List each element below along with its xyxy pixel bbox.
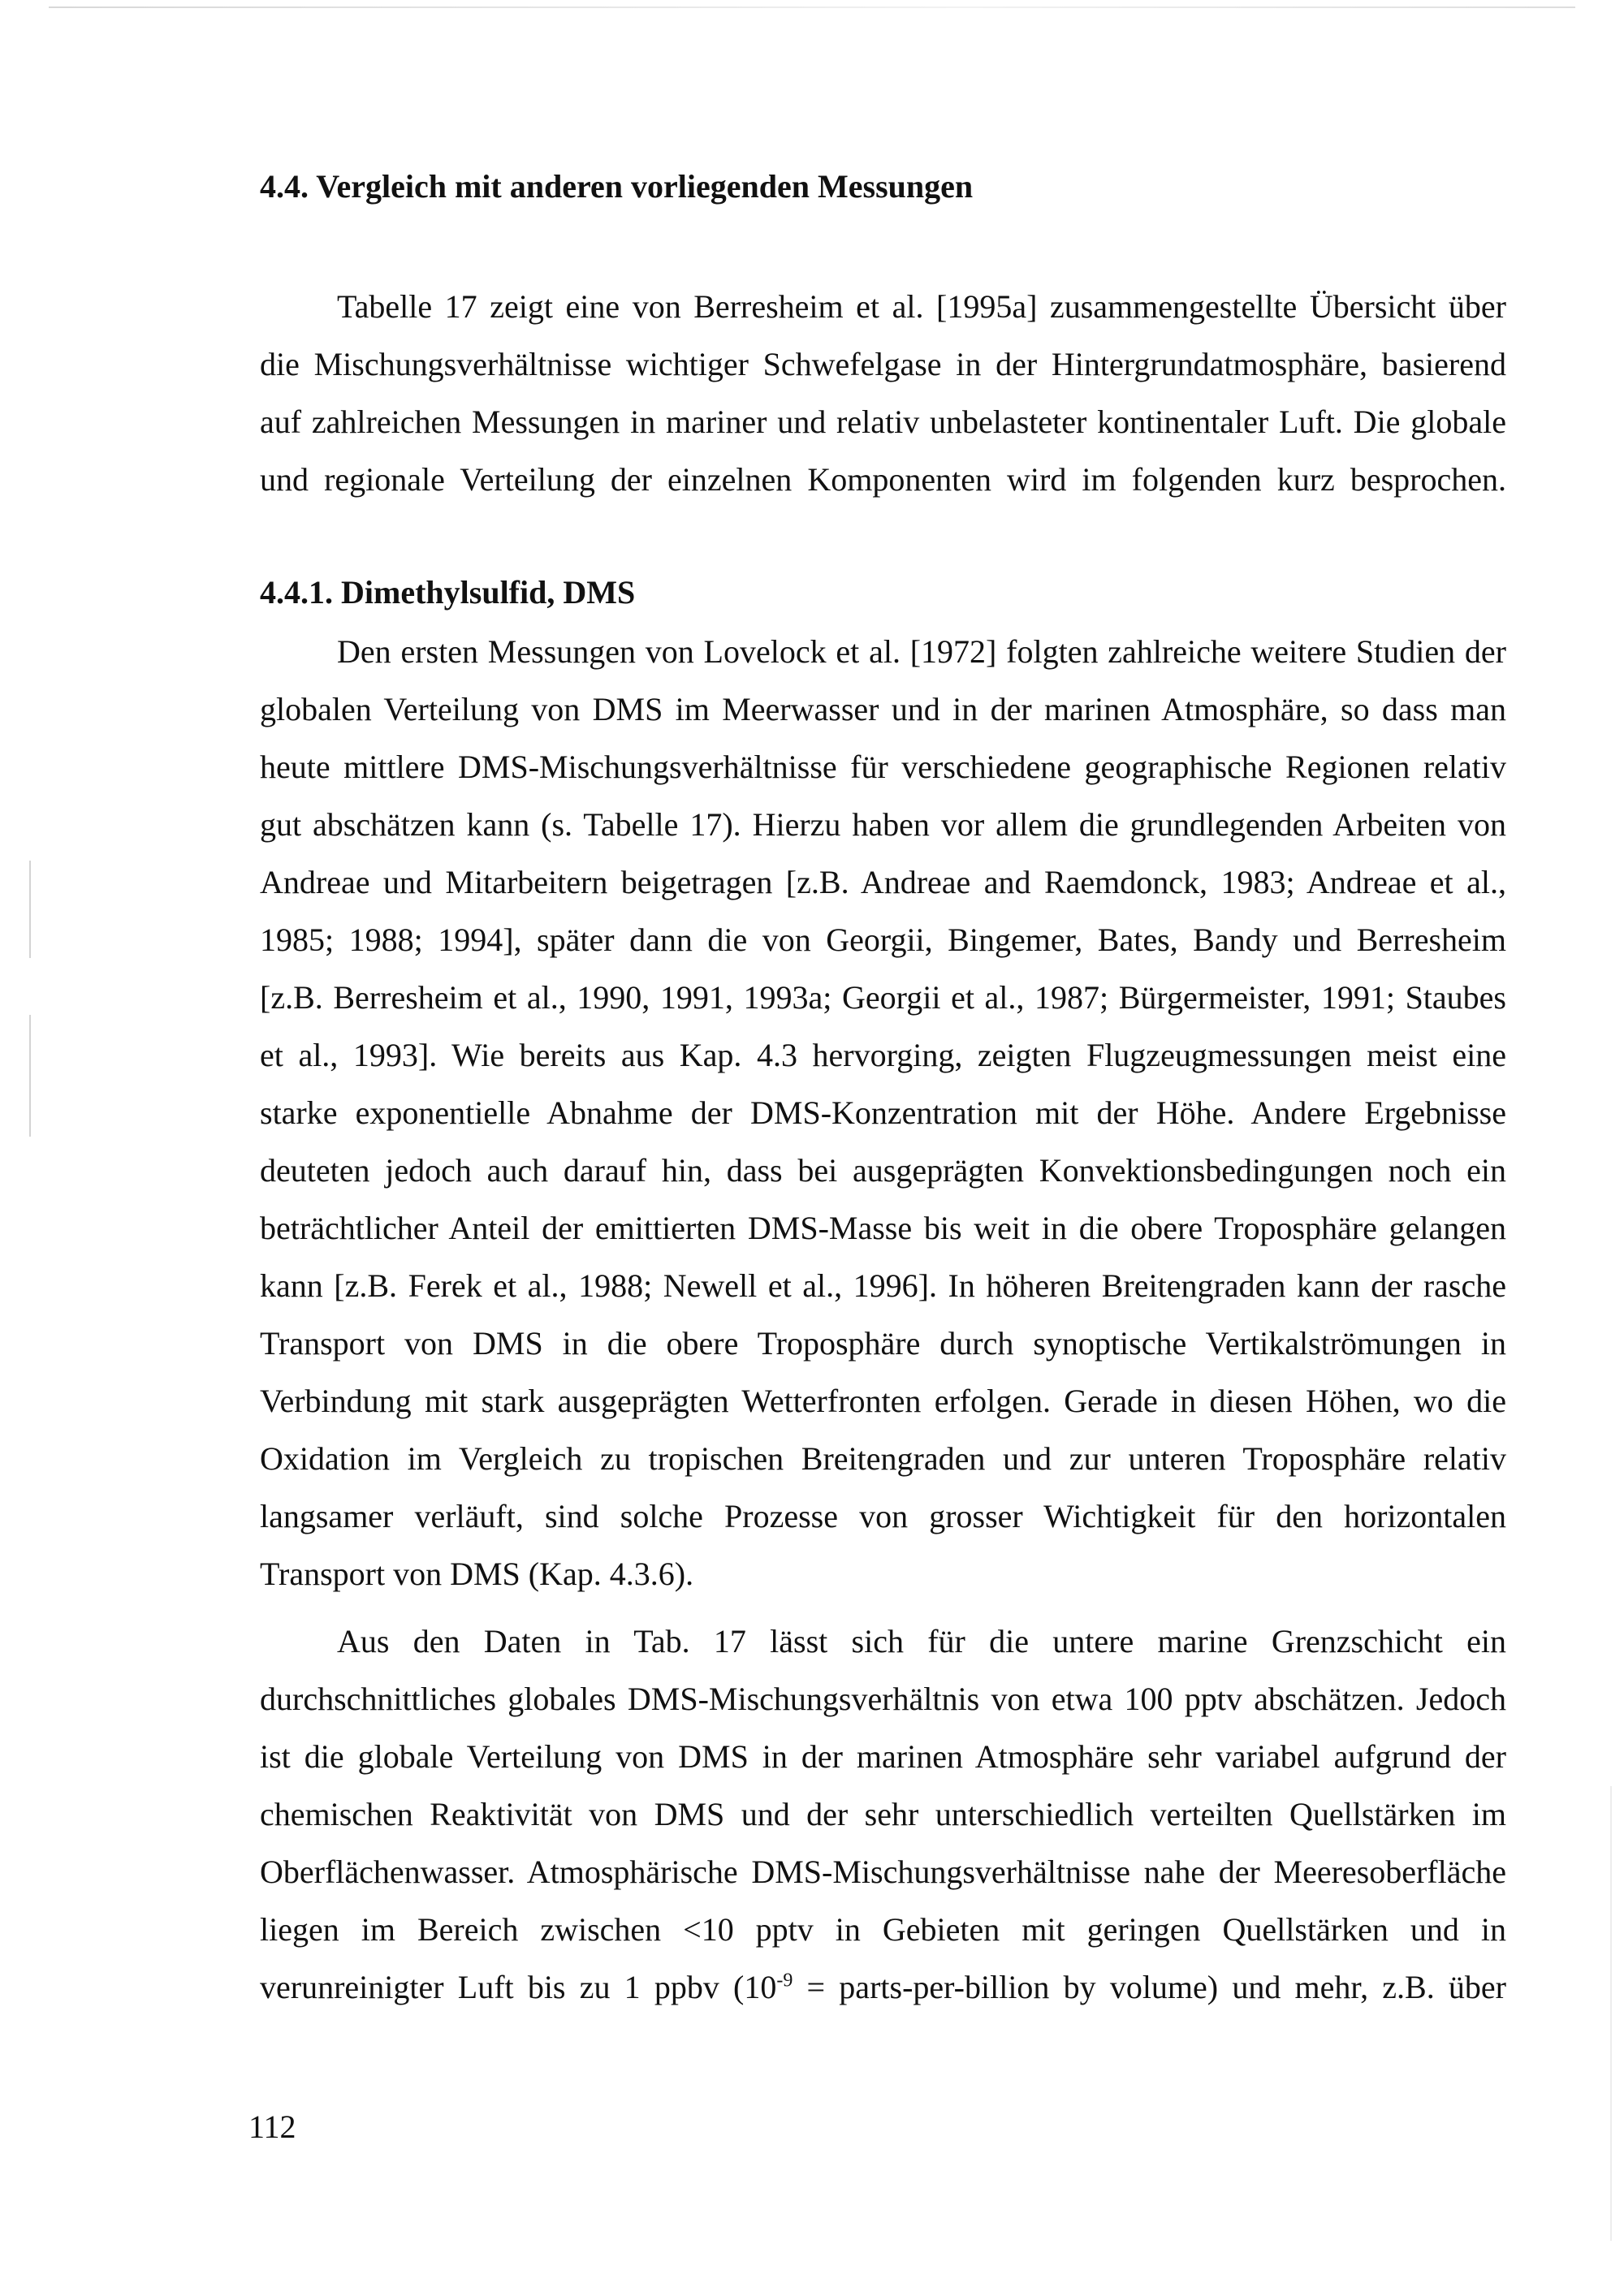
text-line: Oxidation im Vergleich zu tropischen Breitengraden und zur unteren Troposphäre relativ	[260, 1440, 1506, 1477]
text-line: Oberflächenwasser. Atmosphärische DMS-Mischungsverhältnisse nahe der Meeresoberfläche	[260, 1854, 1506, 1890]
text-line: und regionale Verteilung der einzelnen Komponenten wird im folgenden kurz besprochen.	[260, 461, 1506, 498]
text-line: Transport von DMS in die obere Troposphäre durch synoptische Vertikalströmungen in	[260, 1325, 1506, 1362]
text-line: chemischen Reaktivität von DMS und der sehr unterschiedlich verteilten Quellstärken im	[260, 1796, 1506, 1832]
text-line: et al., 1993]. Wie bereits aus Kap. 4.3 hervorging, zeigten Flugzeugmessungen meist eine	[260, 1037, 1506, 1073]
intro-paragraph	[260, 278, 1506, 508]
text-line: ist die globale Verteilung von DMS in der marinen Atmosphäre sehr variabel aufgrund der	[260, 1738, 1506, 1775]
scan-right-edge	[1610, 1786, 1612, 2241]
text-line: Andreae und Mitarbeitern beigetragen [z.B. Andreae and Raemdonck, 1983; Andreae et al.,	[260, 864, 1506, 900]
text-line: durchschnittliches globales DMS-Mischungsverhältnis von etwa 100 pptv abschätzen. Jedoch	[260, 1681, 1506, 1717]
text-line: Aus den Daten in Tab. 17 lässt sich für die untere marine Grenzschicht ein	[337, 1623, 1506, 1659]
text-line: heute mittlere DMS-Mischungsverhältnisse für verschiedene geographische Regionen relativ	[260, 749, 1506, 785]
text-line: 1985; 1988; 1994], später dann die von Georgii, Bingemer, Bates, Bandy und Berresheim	[260, 921, 1506, 958]
scan-left-mark	[29, 861, 31, 958]
text-fragment: = parts-per-billion by volume) und mehr, z.B. über	[793, 1969, 1506, 2005]
dms-paragraph-2	[260, 1612, 1506, 2016]
dms-paragraph-1	[260, 623, 1506, 1603]
text-line: beträchtlicher Anteil der emittierten DMS-Masse bis weit in die obere Troposphäre gelangen	[260, 1210, 1506, 1246]
text-line: Verbindung mit stark ausgeprägten Wetterfronten erfolgen. Gerade in diesen Höhen, wo die	[260, 1383, 1506, 1419]
scan-left-mark	[29, 1015, 31, 1137]
text-line: deuteten jedoch auch darauf hin, dass bei ausgeprägten Konvektionsbedingungen noch ein	[260, 1152, 1506, 1189]
text-line: kann [z.B. Ferek et al., 1988; Newell et al., 1996]. In höheren Breitengraden kann der rasche	[260, 1267, 1506, 1304]
text-line: Transport von DMS (Kap. 4.3.6).	[260, 1556, 694, 1592]
text-line: liegen im Bereich zwischen <10 pptv in Gebieten mit geringen Quellstärken und in	[260, 1911, 1506, 1948]
text-line: langsamer verläuft, sind solche Prozesse von grosser Wichtigkeit für den horizontalen	[260, 1498, 1506, 1534]
text-line: gut abschätzen kann (s. Tabelle 17). Hierzu haben vor allem die grundlegenden Arbeiten von	[260, 806, 1506, 843]
text-line-with-exponent	[260, 1958, 1506, 2016]
section-heading: 4.4. Vergleich mit anderen vorliegenden Messungen	[260, 168, 974, 205]
subsection-heading: 4.4.1. Dimethylsulfid, DMS	[260, 574, 636, 611]
text-line: starke exponentielle Abnahme der DMS-Konzentration mit der Höhe. Andere Ergebnisse	[260, 1094, 1506, 1131]
text-line: auf zahlreichen Messungen in mariner und relativ unbelasteter kontinentaler Luft. Die globale	[260, 404, 1506, 440]
text-fragment: verunreinigter Luft bis zu 1 ppbv (10	[260, 1969, 777, 2005]
scan-top-border	[49, 6, 1575, 8]
page-number: 112	[248, 2108, 296, 2145]
text-line: [z.B. Berresheim et al., 1990, 1991, 1993a; Georgii et al., 1987; Bürgermeister, 1991; Staubes	[260, 979, 1506, 1016]
text-line: Tabelle 17 zeigt eine von Berresheim et al. [1995a] zusammengestellte Übersicht über	[337, 288, 1506, 325]
exponent: -9	[776, 1970, 793, 1992]
text-line: globalen Verteilung von DMS im Meerwasser und in der marinen Atmosphäre, so dass man	[260, 691, 1506, 727]
text-line: die Mischungsverhältnisse wichtiger Schwefelgase in der Hintergrundatmosphäre, basierend	[260, 346, 1506, 382]
text-line: Den ersten Messungen von Lovelock et al. [1972] folgten zahlreiche weitere Studien der	[337, 633, 1506, 670]
